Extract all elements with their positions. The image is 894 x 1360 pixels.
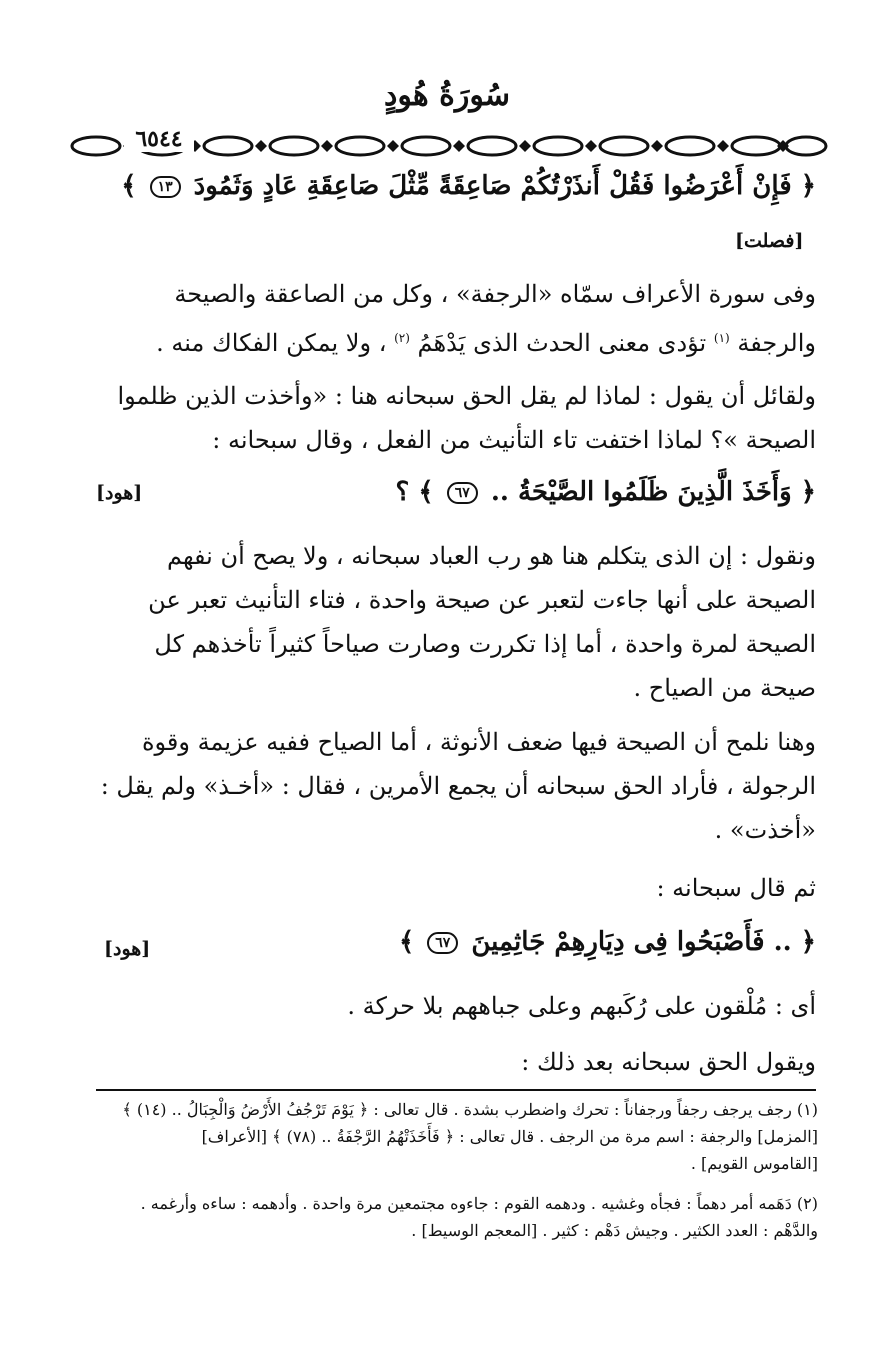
verse-number: ١٣	[150, 176, 181, 198]
verse-number: ٦٧	[447, 482, 478, 504]
verse-hud-67b	[300, 922, 816, 962]
paragraph-7	[90, 1040, 816, 1084]
footnote-ref-2: (٢)	[394, 331, 410, 345]
paragraph-3	[90, 534, 816, 710]
verse-source-hud: [هود]	[96, 482, 143, 504]
verse-text: فَإِنْ أَعْرَضُوا فَقُلْ أَنذَرْتُكُمْ صَاعِقَةً مِّثْلَ صَاعِقَةِ عَادٍ وَثَمُودَ	[193, 171, 792, 201]
paragraph-line: وفى سورة الأعراف سمّاه «الرجفة» ، وكل من الصاعقة والصيحة	[174, 280, 816, 308]
verse-number: ٦٧	[427, 932, 458, 954]
paragraph-line: الصيحة على أنها جاءت لتعبر عن صيحة واحدة ، فتاء التأنيث تعبر عن	[148, 586, 816, 614]
verse-open-bracket: ﴿	[800, 927, 816, 957]
page-number: ٦٥٤٤	[124, 126, 194, 152]
paragraph-1	[90, 272, 816, 365]
paragraph-line: ويقول الحق سبحانه بعد ذلك :	[521, 1048, 816, 1076]
verse-close-bracket: ﴾ ؟	[395, 477, 434, 507]
verse-text: .. فَأَصْبَحُوا فِى دِيَارِهِمْ جَاثِمِينَ	[471, 927, 792, 957]
verse-text: وَأَخَذَ الَّذِينَ ظَلَمُوا الصَّيْحَةُ ..	[490, 477, 792, 507]
paragraph-2	[90, 374, 816, 462]
footnote-ref-1: (١)	[713, 331, 730, 345]
paragraph-5	[90, 866, 816, 910]
footnote-divider	[96, 1089, 816, 1091]
verse-open-bracket: ﴿	[800, 477, 816, 507]
paragraph-line: صيحة من الصياح .	[633, 674, 816, 702]
verse-source-fussilat: [فصلت]	[735, 230, 804, 252]
paragraph-line: ونقول : إن الذى يتكلم هنا هو رب العباد سبحانه ، ولا يصح أن نفهم	[167, 542, 816, 570]
footnote-2	[88, 1190, 818, 1244]
verse-source-hud: [هود]	[104, 938, 151, 960]
paragraph-line: والرجفة $^{(١)}$ تؤدى معنى الحدث الذى يَدْهَمُ $^{(٢)}$ ، ولا يمكن الفكاك منه .	[156, 329, 816, 357]
verse-close-bracket: ﴾	[121, 171, 137, 201]
footnote-line: [القاموس القويم] .	[690, 1154, 818, 1173]
paragraph-line: ولقائل أن يقول : لماذا لم يقل الحق سبحانه هنا : «وأخذت الذين ظلموا	[117, 382, 816, 410]
footnote-1	[88, 1096, 818, 1177]
paragraph-line: الرجولة ، فأراد الحق سبحانه أن يجمع الأمرين ، فقال : «أخـذ» ولم يقل :	[100, 772, 816, 800]
surah-title: سُورَةُ هُودٍ	[384, 78, 510, 113]
verse-fussilat-13	[90, 166, 816, 206]
paragraph-line: ثم قال سبحانه :	[656, 874, 816, 902]
paragraph-line: الصيحة »؟ لماذا اختفت تاء التأنيث من الفعل ، وقال سبحانه :	[212, 426, 816, 454]
paragraph-4	[90, 720, 816, 852]
verse-open-bracket: ﴿	[800, 171, 816, 201]
footnote-line: [المزمل] والرجفة : اسم مرة من الرجف . قال تعالى : ﴿ فَأَخَذَتْهُمُ الرَّجْفَةُ .. (٧٨) ﴾ [الأعراف]	[201, 1127, 818, 1146]
verse-close-bracket: ﴾	[398, 927, 415, 957]
footnote-line: (١) رجف يرجف رجفاً ورجفاناً : تحرك واضطرب بشدة . قال تعالى : ﴿ يَوْمَ تَرْجُفُ الأَرْضُ وَالْجِبَالُ .. (١٤) ﴾	[122, 1100, 818, 1119]
verse-hud-67a	[260, 472, 816, 512]
paragraph-line: وهنا نلمح أن الصيحة فيها ضعف الأنوثة ، أما الصياح ففيه عزيمة وقوة	[141, 728, 816, 756]
footnote-line: (٢) دَهَمه أمر دهماً : فجأه وغشيه . ودهمه القوم : جاءوه مجتمعين مرة واحدة . وأدهمه : ساءه وأرغمه .	[140, 1194, 818, 1213]
footnote-line: والدَّهْم : العدد الكثير . وجيش دَهْم : كثير . [المعجم الوسيط] .	[411, 1221, 818, 1240]
paragraph-6	[90, 984, 816, 1028]
paragraph-line: «أخذت» .	[714, 816, 816, 844]
paragraph-line: الصيحة لمرة واحدة ، أما إذا تكررت وصارت صياحاً كثيراً تأخذهم كل	[154, 630, 816, 658]
paragraph-line: أى : مُلْقون على رُكَبهم وعلى جباههم بلا حركة .	[347, 992, 816, 1020]
